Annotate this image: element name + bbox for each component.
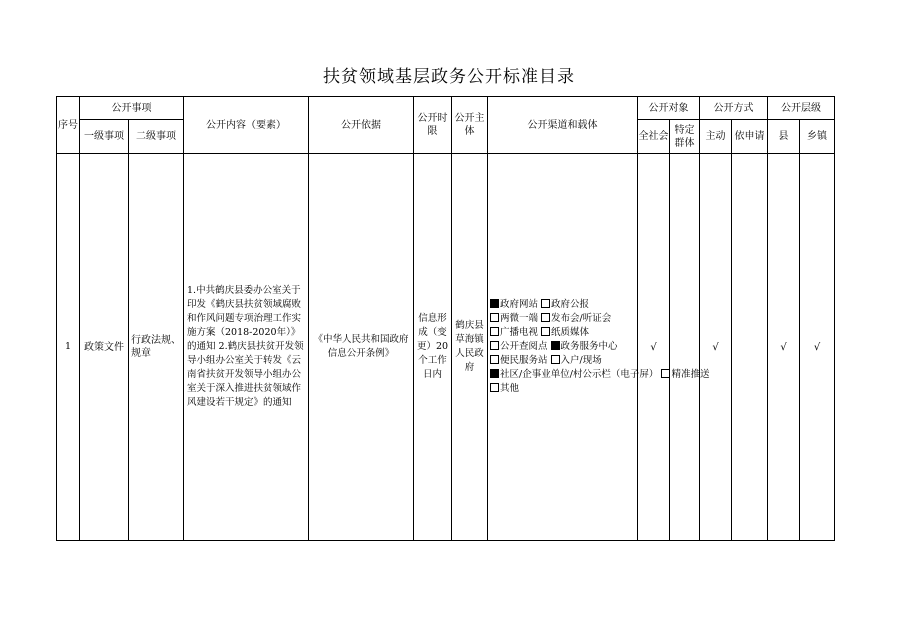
unchecked-box-icon <box>541 327 550 336</box>
header-level-town: 乡镇 <box>800 120 835 154</box>
channel-label: 政府网站 <box>500 299 539 310</box>
channel-label: 纸质媒体 <box>551 327 590 338</box>
cell-time: 信息形成（变更）20个工作日内 <box>414 154 452 541</box>
channel-label: 社区/企事业单位/村公示栏（电子屏） <box>500 369 659 380</box>
header-basis: 公开依据 <box>309 97 414 154</box>
header-content: 公开内容（要素） <box>184 97 309 154</box>
channel-label: 两微一端 <box>500 313 539 324</box>
unchecked-box-icon <box>541 299 550 308</box>
header-level: 公开层级 <box>768 97 835 120</box>
cell-method-request <box>732 154 768 541</box>
header-target-specific: 特定群体 <box>670 120 700 154</box>
cell-level1: 政策文件 <box>80 154 129 541</box>
cell-channels <box>488 154 710 541</box>
unchecked-box-icon <box>490 341 499 350</box>
header-level1: 一级事项 <box>80 120 129 154</box>
header-time: 公开时限 <box>414 97 452 154</box>
channel-line <box>490 298 635 312</box>
channel-line <box>490 326 635 340</box>
header-level2: 二级事项 <box>129 120 184 154</box>
header-channels: 公开渠道和载体 <box>488 97 638 154</box>
unchecked-box-icon <box>490 383 499 392</box>
cell-level2: 行政法规、规章 <box>129 154 184 541</box>
header-method-active: 主动 <box>700 120 732 154</box>
page-title: 扶贫领域基层政务公开标准目录 <box>323 67 575 87</box>
channel-label: 其他 <box>500 383 520 394</box>
channel-line <box>490 382 635 396</box>
cell-target-all: √ <box>638 154 670 541</box>
header-seq: 序号 <box>57 97 80 154</box>
channel-label: 发布会/听证会 <box>551 313 612 324</box>
channel-line <box>490 312 635 326</box>
table-row <box>57 154 835 541</box>
header-level-county: 县 <box>768 120 800 154</box>
cell-target-specific <box>670 154 700 541</box>
header-target: 公开对象 <box>638 97 700 120</box>
unchecked-box-icon <box>661 369 670 378</box>
cell-level-town: √ <box>800 154 835 541</box>
cell-subject: 鹤庆县草海镇人民政府 <box>452 154 488 541</box>
header-subject: 公开主体 <box>452 97 488 154</box>
channel-line <box>490 354 635 368</box>
cell-basis: 《中华人民共和国政府信息公开条例》 <box>309 154 414 541</box>
channel-label: 政府公报 <box>551 299 590 310</box>
cell-level-county: √ <box>768 154 800 541</box>
checked-box-icon <box>490 299 499 308</box>
channel-line <box>490 340 635 354</box>
unchecked-box-icon <box>490 355 499 364</box>
catalog-table <box>56 96 835 541</box>
cell-seq: 1 <box>57 154 80 541</box>
checked-box-icon <box>490 369 499 378</box>
header-item: 公开事项 <box>80 97 184 120</box>
channel-label: 广播电视 <box>500 327 539 338</box>
channel-list <box>490 298 710 396</box>
header-target-all: 全社会 <box>638 120 670 154</box>
channel-line <box>490 368 710 382</box>
channel-label: 入户/现场 <box>560 355 602 366</box>
unchecked-box-icon <box>551 355 560 364</box>
cell-content: 1.中共鹤庆县委办公室关于印发《鹤庆县扶贫领域腐败和作风问题专项治理工作实施方案（2018-2020年）》的通知 2.鹤庆县扶贫开发领导小组办公室关于转发《云南省扶贫开发领导小组办公室关于深入推进扶贫领域作风建设若干规定》的通知 <box>184 154 309 541</box>
channel-label: 精准推送 <box>671 369 710 380</box>
channel-label: 公开查阅点 <box>500 341 548 352</box>
unchecked-box-icon <box>490 313 499 322</box>
channel-label: 便民服务站 <box>500 355 548 366</box>
checked-box-icon <box>551 341 560 350</box>
header-method: 公开方式 <box>700 97 768 120</box>
header-method-request: 依申请 <box>732 120 768 154</box>
unchecked-box-icon <box>490 327 499 336</box>
cell-method-active: √ <box>700 154 732 541</box>
channel-label: 政务服务中心 <box>560 341 618 352</box>
unchecked-box-icon <box>541 313 550 322</box>
